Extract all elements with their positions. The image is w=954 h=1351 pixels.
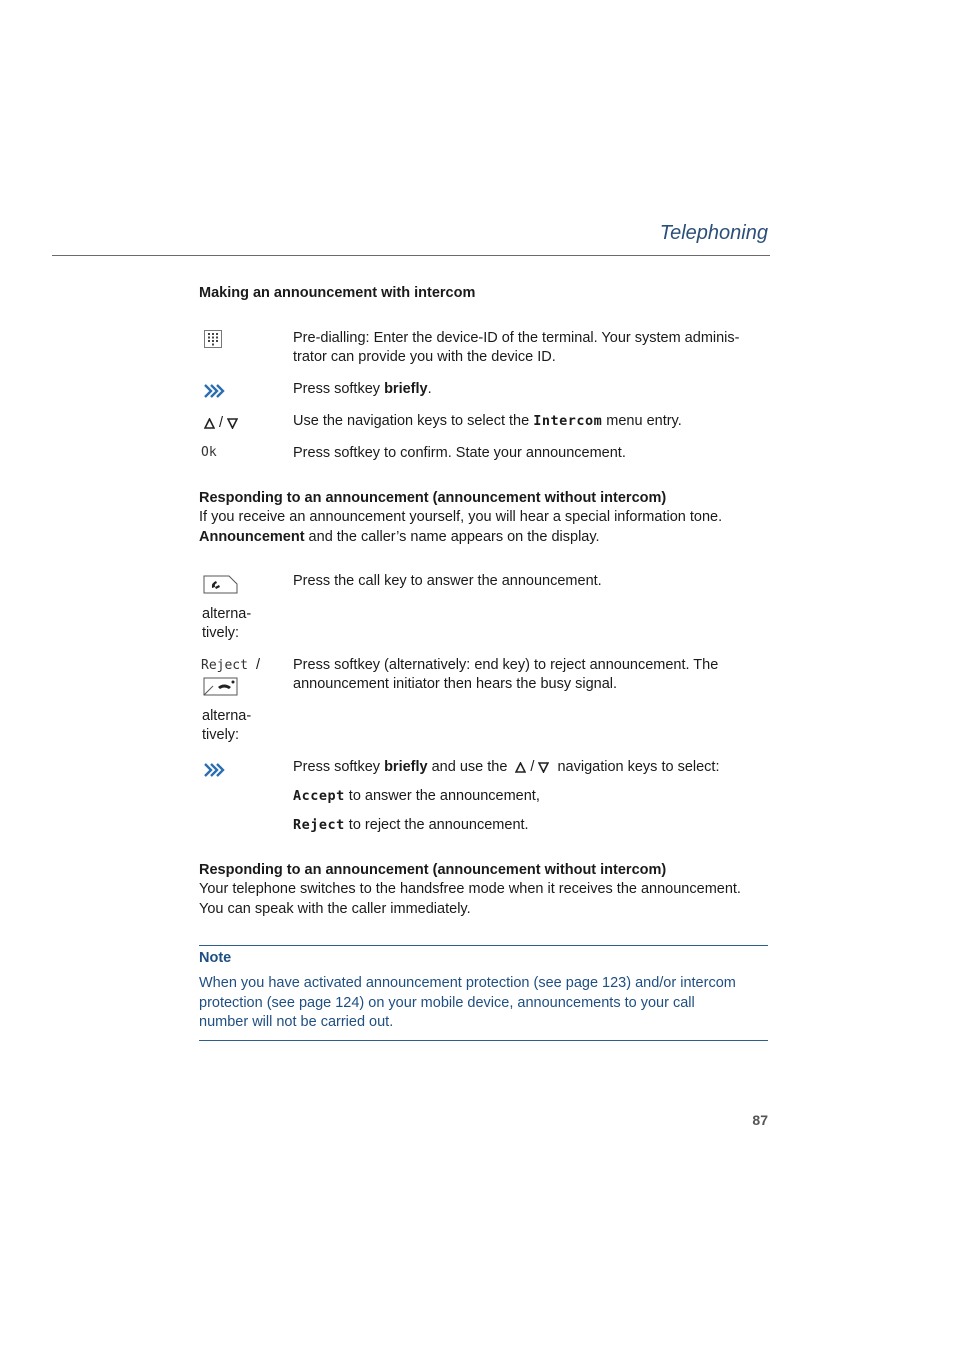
- predial-text-2: trator can provide you with the device ID.: [293, 349, 556, 365]
- end-key-icon: [203, 676, 239, 696]
- reject-key-text: to reject the announcement.: [344, 817, 529, 833]
- briefly-row: [293, 380, 432, 400]
- note-bottom-rule: [199, 1040, 768, 1041]
- keypad-icon: [204, 330, 222, 348]
- menu-softkey-icon: [204, 383, 226, 399]
- call-key-text: Press the call key to answer the announcement.: [293, 573, 602, 589]
- section-title: Telephoning: [659, 222, 768, 244]
- accept-key: Accept: [293, 788, 345, 804]
- note-text-3: number will not be carried out.: [199, 1014, 394, 1030]
- menu-slash: /: [530, 759, 535, 775]
- section-heading-intercom: Making an announcement with intercom: [199, 285, 476, 301]
- responding-intro-2: [199, 528, 600, 548]
- reject-softkey: Reject: [201, 658, 248, 674]
- alternatively-2b: tively:: [202, 727, 240, 743]
- accept-text: to answer the announcement,: [344, 788, 540, 804]
- reject-text-2: announcement initiator then hears the busy signal.: [293, 676, 618, 692]
- menu-mid: and use the: [427, 759, 512, 775]
- note-text-1: When you have activated announcement protection (see page 123) and/or intercom: [199, 975, 736, 991]
- section-heading-responding-1: Responding to an announcement (announcement without intercom): [199, 490, 667, 506]
- intro2-rest: and the caller’s name appears on the display.: [304, 529, 600, 545]
- intercom-post: menu entry.: [602, 413, 682, 429]
- reject-text-1: Press softkey (alternatively: end key) to reject announcement. The: [293, 657, 719, 673]
- call-key-icon: [203, 574, 239, 594]
- note-text-2: protection (see page 124) on your mobile device, announcements to your call: [199, 995, 695, 1011]
- reject-key-row: [293, 816, 529, 836]
- accept-row: [293, 787, 540, 807]
- briefly-bold: briefly: [384, 381, 428, 397]
- menu-bold: briefly: [384, 759, 428, 775]
- reject-softkey-row: [201, 656, 260, 676]
- section-heading-responding-2: Responding to an announcement (announcement without intercom): [199, 862, 667, 878]
- ok-text: Press softkey to confirm. State your announcement.: [293, 445, 626, 461]
- menu-softkey-icon-2: [204, 762, 226, 778]
- nav-up-icon-2: [515, 762, 526, 773]
- handsfree-text-2: You can speak with the caller immediately.: [199, 901, 471, 917]
- predial-text-1: Pre-dialling: Enter the device-ID of the terminal. Your system adminis-: [293, 330, 740, 346]
- menu-select-row: [293, 758, 720, 778]
- responding-intro-1: If you receive an announcement yourself, you will hear a special information tone.: [199, 509, 723, 525]
- nav-up-icon: [204, 418, 215, 429]
- menu-pre: Press softkey: [293, 759, 385, 775]
- reject-slash: /: [255, 657, 260, 673]
- note-top-rule: [199, 945, 768, 946]
- alternatively-2a: alterna-: [202, 708, 252, 724]
- briefly-pre: Press softkey: [293, 381, 385, 397]
- nav-down-icon-2: [538, 762, 549, 773]
- intercom-pre: Use the navigation keys to select the: [293, 413, 534, 429]
- reject-key: Reject: [293, 817, 345, 833]
- intercom-key: Intercom: [533, 413, 603, 429]
- ok-softkey: Ok: [201, 445, 217, 460]
- announcement-bold: Announcement: [199, 529, 305, 545]
- nav-down-icon: [227, 418, 238, 429]
- header-divider: [52, 255, 770, 256]
- handsfree-text-1: Your telephone switches to the handsfree mode when it receives the announcement.: [199, 881, 741, 897]
- intercom-row: [293, 412, 682, 432]
- page-number: 87: [752, 1112, 768, 1128]
- note-title: Note: [199, 950, 232, 966]
- alternatively-1b: tively:: [202, 625, 240, 641]
- nav-keys: [204, 414, 238, 434]
- nav-slash: /: [219, 415, 224, 431]
- menu-post: navigation keys to select:: [553, 759, 720, 775]
- briefly-post: .: [427, 381, 432, 397]
- alternatively-1a: alterna-: [202, 606, 252, 622]
